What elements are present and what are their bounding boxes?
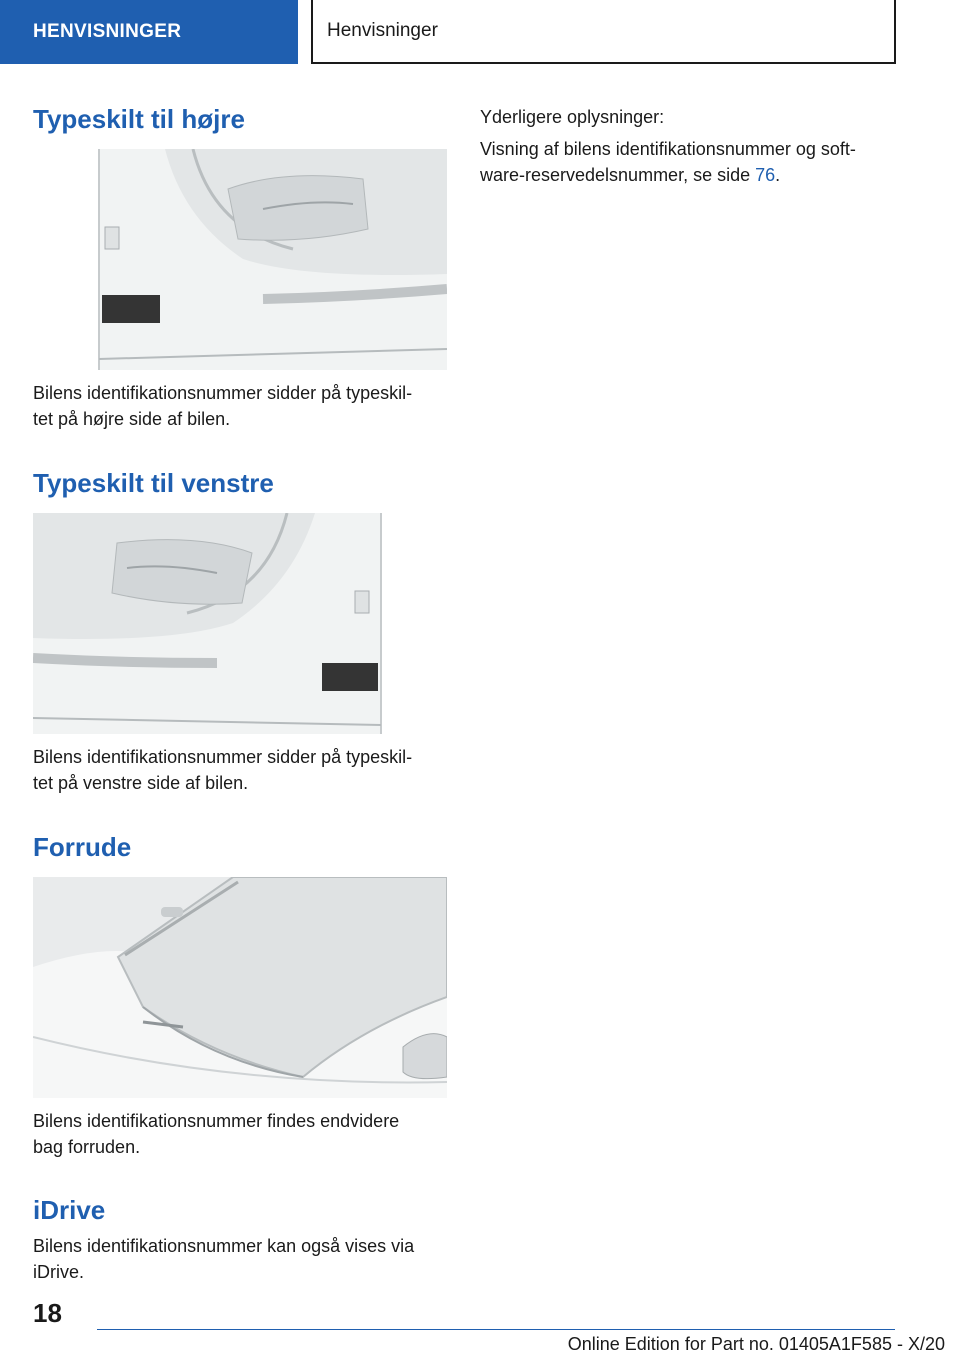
further-info-text — [480, 136, 856, 188]
text-line: ware-reservedelsnummer, se side — [480, 165, 756, 185]
footer-edition-text: Online Edition for Part no. 01405A1F585 - X/20 — [567, 1334, 945, 1354]
heading-type-plate-left: Typeskilt til venstre — [33, 468, 274, 498]
figure-windshield — [33, 877, 447, 1098]
header-page-title: Henvisninger — [327, 20, 438, 41]
caption-left-type-plate — [33, 744, 412, 796]
text-punctuation: . — [775, 165, 781, 185]
figure-left-type-plate — [33, 513, 447, 734]
caption-line: tet på venstre side af bilen. — [33, 773, 249, 793]
caption-line: Bilens identifikationsnummer sidder på typeskil- — [33, 747, 413, 767]
heading-type-plate-right: Typeskilt til højre — [33, 104, 245, 134]
windshield-illustration — [33, 877, 447, 1098]
header-section-tab — [0, 0, 298, 64]
text-idrive — [33, 1233, 414, 1285]
text-line: Visning af bilens identifikationsnummer og soft- — [480, 139, 856, 159]
page-number: 18 — [33, 1298, 62, 1328]
caption-windshield — [33, 1108, 399, 1160]
caption-line: Bilens identifikationsnummer sidder på typeskil- — [33, 383, 413, 403]
page-link-76[interactable]: 76 — [755, 165, 776, 185]
footer-divider — [97, 1329, 895, 1330]
figure-right-type-plate — [33, 149, 447, 370]
heading-windshield: Forrude — [33, 832, 132, 862]
header-page-title-box — [311, 0, 896, 64]
caption-line: tet på højre side af bilen. — [33, 409, 231, 429]
text-line: iDrive. — [33, 1262, 85, 1282]
heading-idrive: iDrive — [33, 1195, 106, 1225]
header-section-label: HENVISNINGER — [33, 21, 182, 42]
right-door-sill-illustration — [33, 149, 447, 370]
further-info-label: Yderligere oplysninger: — [480, 107, 665, 127]
caption-line: Bilens identifikationsnummer findes endvidere — [33, 1111, 400, 1131]
text-line: Bilens identifikationsnummer kan også vises via — [33, 1236, 415, 1256]
caption-line: bag forruden. — [33, 1137, 141, 1157]
left-door-sill-illustration — [33, 513, 447, 734]
caption-right-type-plate — [33, 380, 412, 432]
